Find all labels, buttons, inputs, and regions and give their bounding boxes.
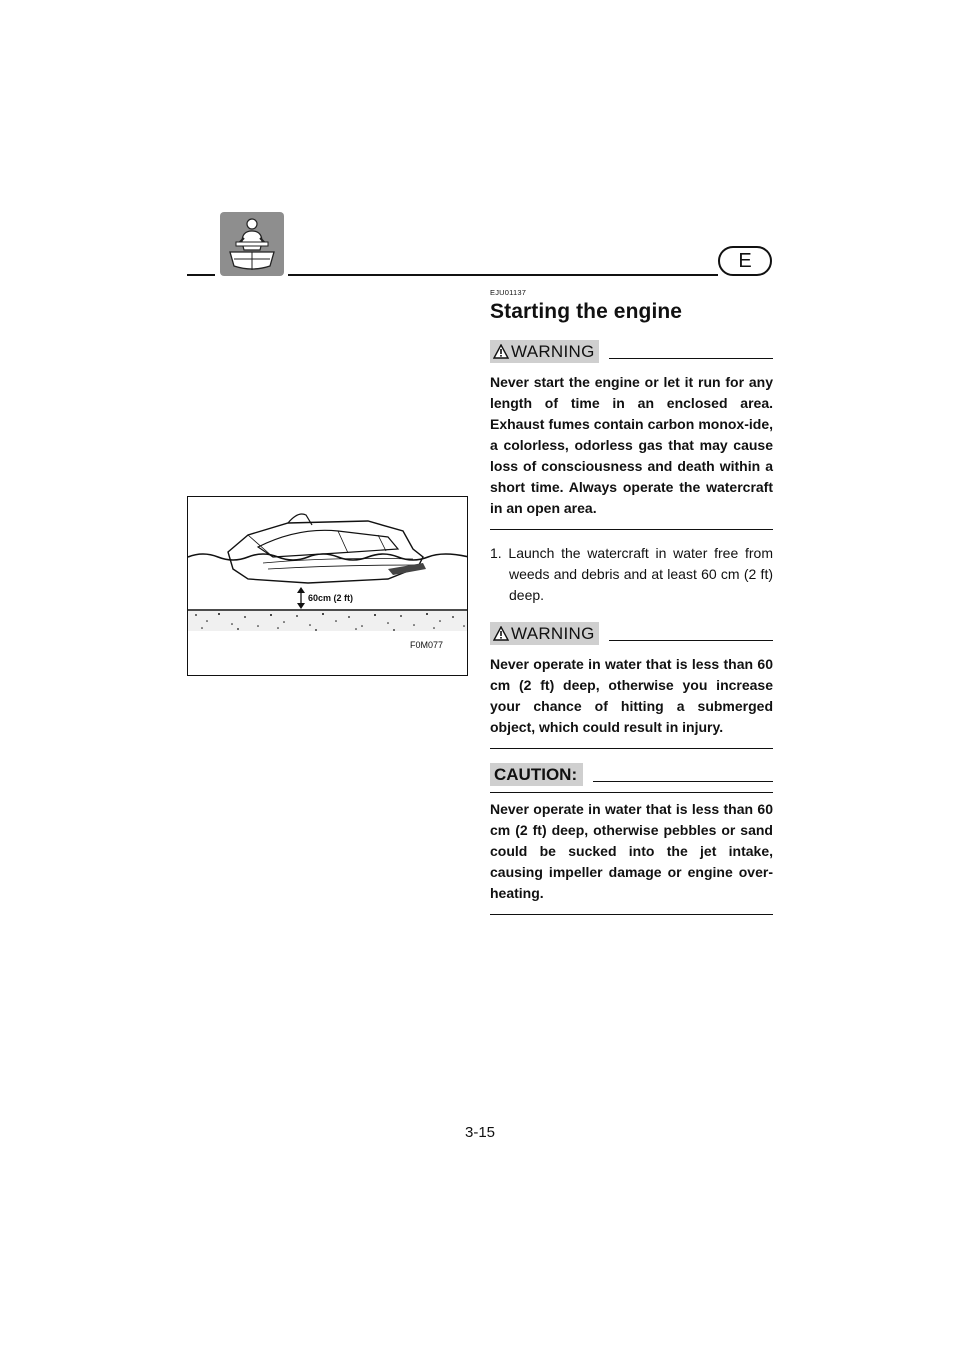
caution-text: Never operate in water that is less than 60 cm (2 ft) deep, otherwise pebbles or sand could be sucked into the jet intake, causing impeller damage or engine over-heating.	[490, 801, 773, 901]
caution-top-rule	[490, 792, 773, 793]
depth-label: 60cm (2 ft)	[308, 593, 354, 603]
warning-badge	[490, 340, 599, 363]
warning-triangle-icon	[493, 344, 509, 359]
caution-label: CAUTION:	[490, 763, 583, 786]
watercraft-depth-figure	[187, 496, 468, 676]
caution-end-rule	[490, 914, 773, 915]
page-number: 3-15	[464, 1124, 496, 1141]
step-1: 1. Launch the watercraft in water free from weeds and debris and at least 60 cm (2 ft) deep.	[490, 545, 773, 603]
warning-header-2	[490, 622, 773, 645]
warning-header-1	[490, 340, 773, 363]
language-badge: E	[718, 246, 772, 276]
header-rule-left	[187, 274, 215, 276]
warning-triangle-icon	[493, 626, 509, 641]
warning-rule	[609, 640, 773, 641]
warning-rule	[609, 358, 773, 359]
document-code: EJU01137	[490, 288, 527, 297]
header-rule-right	[288, 274, 718, 276]
warning-badge	[490, 622, 599, 645]
warning-text-1: Never start the engine or let it run for any length of time in an enclosed area. Exhaust fumes contain carbon monox-ide, a colorless, odorless gas that may cause loss of consciousness and death within a short time. Always operate the watercraft in an open area.	[490, 374, 773, 516]
content-column	[490, 288, 773, 915]
caution-rule	[593, 781, 773, 782]
warning-label: WARNING	[511, 341, 595, 361]
caution-header	[490, 763, 773, 786]
warning-end-rule	[490, 748, 773, 749]
warning-end-rule	[490, 529, 773, 530]
warning-label: WARNING	[511, 623, 595, 643]
page-title: Starting the engine	[490, 300, 683, 323]
figure-code: F0M077	[410, 640, 444, 650]
watercraft-rider-icon	[220, 212, 284, 276]
warning-text-2: Never operate in water that is less than 60 cm (2 ft) deep, otherwise you increase your chance of hitting a submerged object, which could result in injury.	[490, 656, 773, 735]
